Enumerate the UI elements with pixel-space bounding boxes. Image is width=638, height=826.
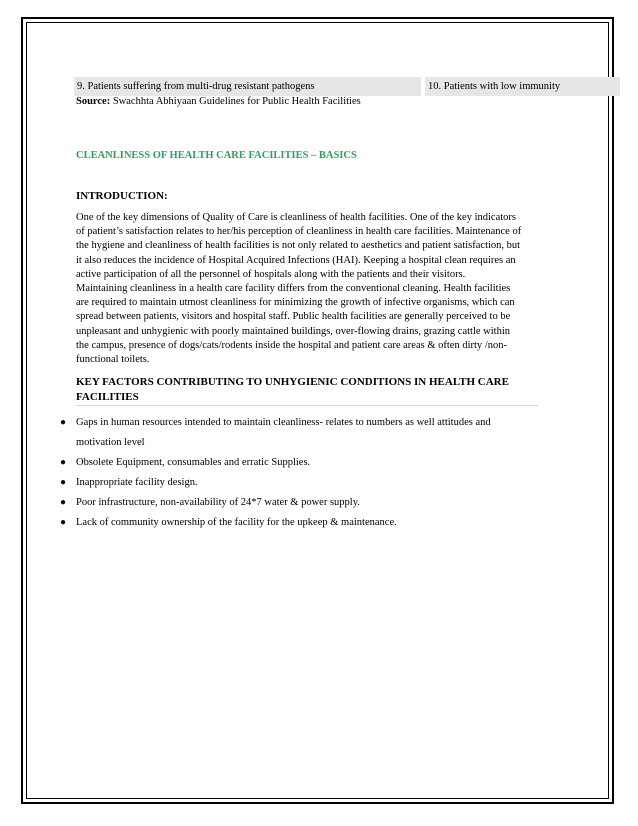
source-label: Source: [76,96,111,107]
key-factors-heading-line: FACILITIES [76,390,139,403]
intro-line: spread between patients, visitors and hospital staff. Public health facilities are generally perceived to be [76,311,511,323]
introduction-heading: INTRODUCTION: [76,190,168,202]
heading-divider [76,405,538,406]
intro-line: it also reduces the incidence of Hospital Acquired Infections (HAI). Keeping a hospital clean requires an [76,254,516,266]
list-item-text: Obsolete Equipment, consumables and erratic Supplies. [76,457,311,468]
bullet-icon: ● [60,457,67,468]
bullet-icon: ● [60,477,67,488]
key-factors-list [60,413,560,533]
list-item-text: Lack of community ownership of the facility for the upkeep & maintenance. [76,517,397,528]
table-cell-patient-category-10: 10. Patients with low immunity [425,77,620,96]
source-citation [76,96,361,107]
introduction-paragraph [76,211,564,367]
list-item-text: Poor infrastructure, non-availability of 24*7 water & power supply. [76,497,360,508]
list-item [60,453,560,473]
section-title: CLEANLINESS OF HEALTH CARE FACILITIES – BASICS [76,150,357,161]
intro-line: are required to maintain utmost cleanliness for minimizing the growth of infective organisms, which can [76,297,515,309]
bullet-icon: ● [60,497,67,508]
intro-line: unpleasant and unhygienic with poorly maintained buildings, over-flowing drains, grazing cattle within [76,325,510,337]
key-factors-heading [76,375,538,404]
list-item-continuation [60,433,560,453]
intro-line: functional toilets. [76,354,150,366]
intro-line: Maintaining cleanliness in a health care facility differs from the conventional cleaning. Health facilities [76,283,511,295]
page-border-inner [26,22,609,799]
intro-line: the campus, presence of dogs/cats/rodents inside the hospital and patient care areas & often dirty /non- [76,339,507,351]
bullet-icon: ● [60,517,67,528]
list-item [60,493,560,513]
list-item-text: motivation level [76,437,145,448]
intro-line: the hygiene and cleanliness of health facilities is not only related to aesthetics and patient satisfaction, but [76,240,521,252]
table-row [74,77,620,96]
key-factors-heading-line: KEY FACTORS CONTRIBUTING TO UNHYGIENIC CONDITIONS IN HEALTH CARE [76,376,509,388]
source-text: Swachhta Abhiyaan Guidelines for Public Health Facilities [110,96,361,107]
list-item [60,413,560,433]
table-cell-patient-category-9: 9. Patients suffering from multi-drug resistant pathogens [74,77,421,96]
intro-line: active participation of all the personnel of hospitals along with the patients and their visitors. [76,268,466,280]
list-item [60,473,560,493]
list-item-text: Inappropriate facility design. [76,477,198,488]
intro-line: of patient’s satisfaction relates to her/his perception of cleanliness in health care facilities. Maintenance of [76,226,522,238]
list-item [60,513,560,533]
list-item-text: Gaps in human resources intended to maintain cleanliness- relates to numbers as well attitudes and [76,417,491,428]
bullet-icon: ● [60,417,67,428]
intro-line: One of the key dimensions of Quality of Care is cleanliness of health facilities. One of the key indicators [76,212,517,223]
